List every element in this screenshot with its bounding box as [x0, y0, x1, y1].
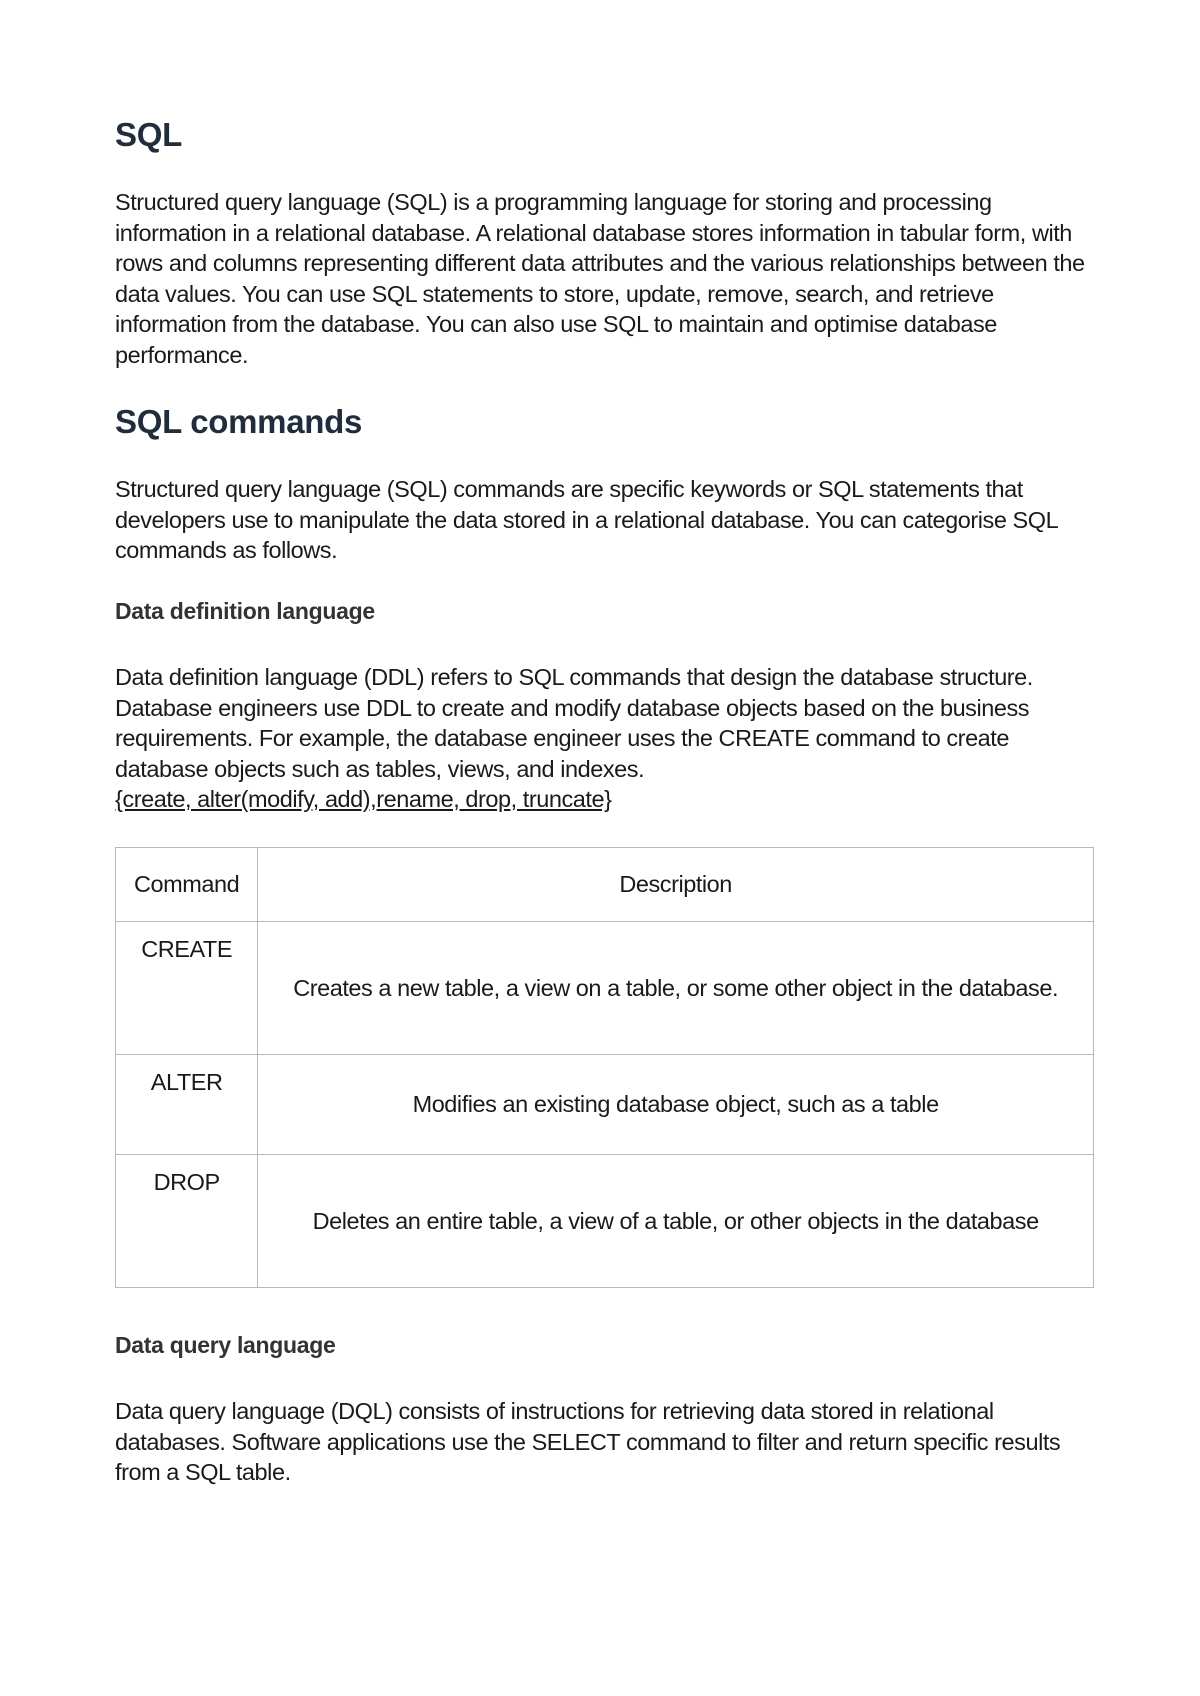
table-header-row — [116, 848, 1094, 922]
table-cell-description: Modifies an existing database object, such as a table — [258, 1055, 1094, 1155]
table-header-description: Description — [258, 848, 1094, 922]
paragraph-dql: Data query language (DQL) consists of instructions for retrieving data stored in relational databases. Software applications use the SELECT command to filter and return specific results from a SQL table. — [115, 1398, 1061, 1485]
table-cell-command: DROP — [116, 1155, 258, 1288]
heading-dql: Data query language — [115, 1332, 336, 1358]
table-row — [116, 1155, 1094, 1288]
table-header-command: Command — [116, 848, 258, 922]
table-cell-command: CREATE — [116, 922, 258, 1055]
ddl-body-text: Data definition language (DDL) refers to SQL commands that design the database structure. Database engineers use DDL to create and modify database objects based on the business requirements. For example, the database engineer uses the CREATE command to create database objects such as tables, views, and indexes. — [115, 664, 1033, 782]
ddl-command-table — [115, 847, 1094, 1288]
heading-sql: SQL — [115, 116, 182, 153]
heading-ddl: Data definition language — [115, 598, 375, 624]
paragraph-sql-intro: Structured query language (SQL) is a programming language for storing and processing information in a relational database. A relational database stores information in tabular form, with rows and columns representing different data attributes and the various relationships between the data values. You can use SQL statements to store, update, remove, search, and retrieve information from the database. You can also use SQL to maintain and optimise database performance. — [115, 189, 1085, 368]
table-cell-description: Deletes an entire table, a view of a table, or other objects in the database — [258, 1155, 1094, 1288]
ddl-command-list: {create, alter(modify, add),rename, drop, truncate} — [115, 786, 612, 812]
table-cell-description: Creates a new table, a view on a table, or some other object in the database. — [258, 922, 1094, 1055]
paragraph-ddl — [115, 662, 1100, 815]
table-row — [116, 922, 1094, 1055]
table-row — [116, 1055, 1094, 1155]
paragraph-sql-commands: Structured query language (SQL) commands are specific keywords or SQL statements that developers use to manipulate the data stored in a relational database. You can categorise SQL commands as follows. — [115, 476, 1058, 563]
heading-sql-commands: SQL commands — [115, 403, 363, 440]
table-cell-command: ALTER — [116, 1055, 258, 1155]
